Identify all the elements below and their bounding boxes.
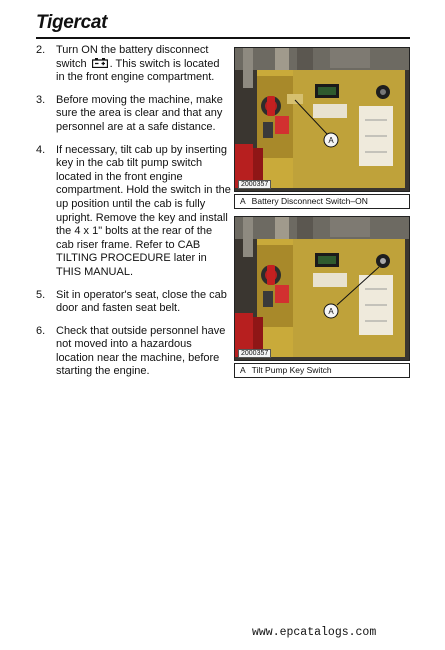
figure-callout: A xyxy=(328,307,334,316)
caption-letter: A xyxy=(240,196,246,206)
step-item xyxy=(36,94,226,135)
step-number: 6. xyxy=(36,324,46,337)
step-number: 5. xyxy=(36,288,46,301)
step-text: Sit in operator's seat, close the cab door and fasten seat belt. xyxy=(56,288,227,315)
caption-text: Tilt Pump Key Switch xyxy=(251,365,332,375)
footer-url[interactable]: www.epcatalogs.com xyxy=(252,626,377,639)
step-number: 2. xyxy=(36,44,46,56)
photo-tilt-pump-key-switch xyxy=(234,216,410,361)
step-text: If necessary, tilt cab up by inserting key in the cab tilt pump switch located in the front engine compartment. Hold the switch in the up position until the cab is fully upright. Remove the key and install the 4 x 1" bolts at the rear of the cab riser frame. Refer to CAB TILTING PROCEDURE later in THIS MANUAL. xyxy=(56,143,231,278)
step-text-before: Turn ON the battery disconnect switch xyxy=(56,44,209,70)
step-list xyxy=(36,44,231,388)
step-item xyxy=(36,325,226,379)
header-rule xyxy=(36,37,410,39)
step-text-after: . This switch is located in the front engine compartment. xyxy=(56,57,220,84)
figure-caption xyxy=(234,194,410,209)
step-number: 4. xyxy=(36,143,46,156)
figure-callout: A xyxy=(328,136,334,145)
caption-text: Battery Disconnect Switch–ON xyxy=(251,196,368,206)
step-text: Before moving the machine, make sure the area is clear and that any personnel are at a safe distance. xyxy=(56,93,223,133)
step-item xyxy=(36,289,226,316)
step-item xyxy=(36,44,226,85)
photo-id: 2000357 xyxy=(238,180,271,189)
brand-logo: Tigercat xyxy=(36,12,108,33)
photo-id: 2000357 xyxy=(238,349,271,358)
caption-letter: A xyxy=(240,365,246,375)
step-text xyxy=(56,44,231,85)
figure-battery-disconnect xyxy=(234,47,409,209)
figure-tilt-pump xyxy=(234,216,409,378)
step-text: Check that outside personnel have not moved into a hazardous location near the machine, before starting the engine. xyxy=(56,324,226,378)
battery-icon xyxy=(92,58,108,68)
figure-caption xyxy=(234,363,410,378)
step-item xyxy=(36,143,231,280)
photo-battery-disconnect-switch xyxy=(234,47,410,192)
step-number: 3. xyxy=(36,93,46,106)
